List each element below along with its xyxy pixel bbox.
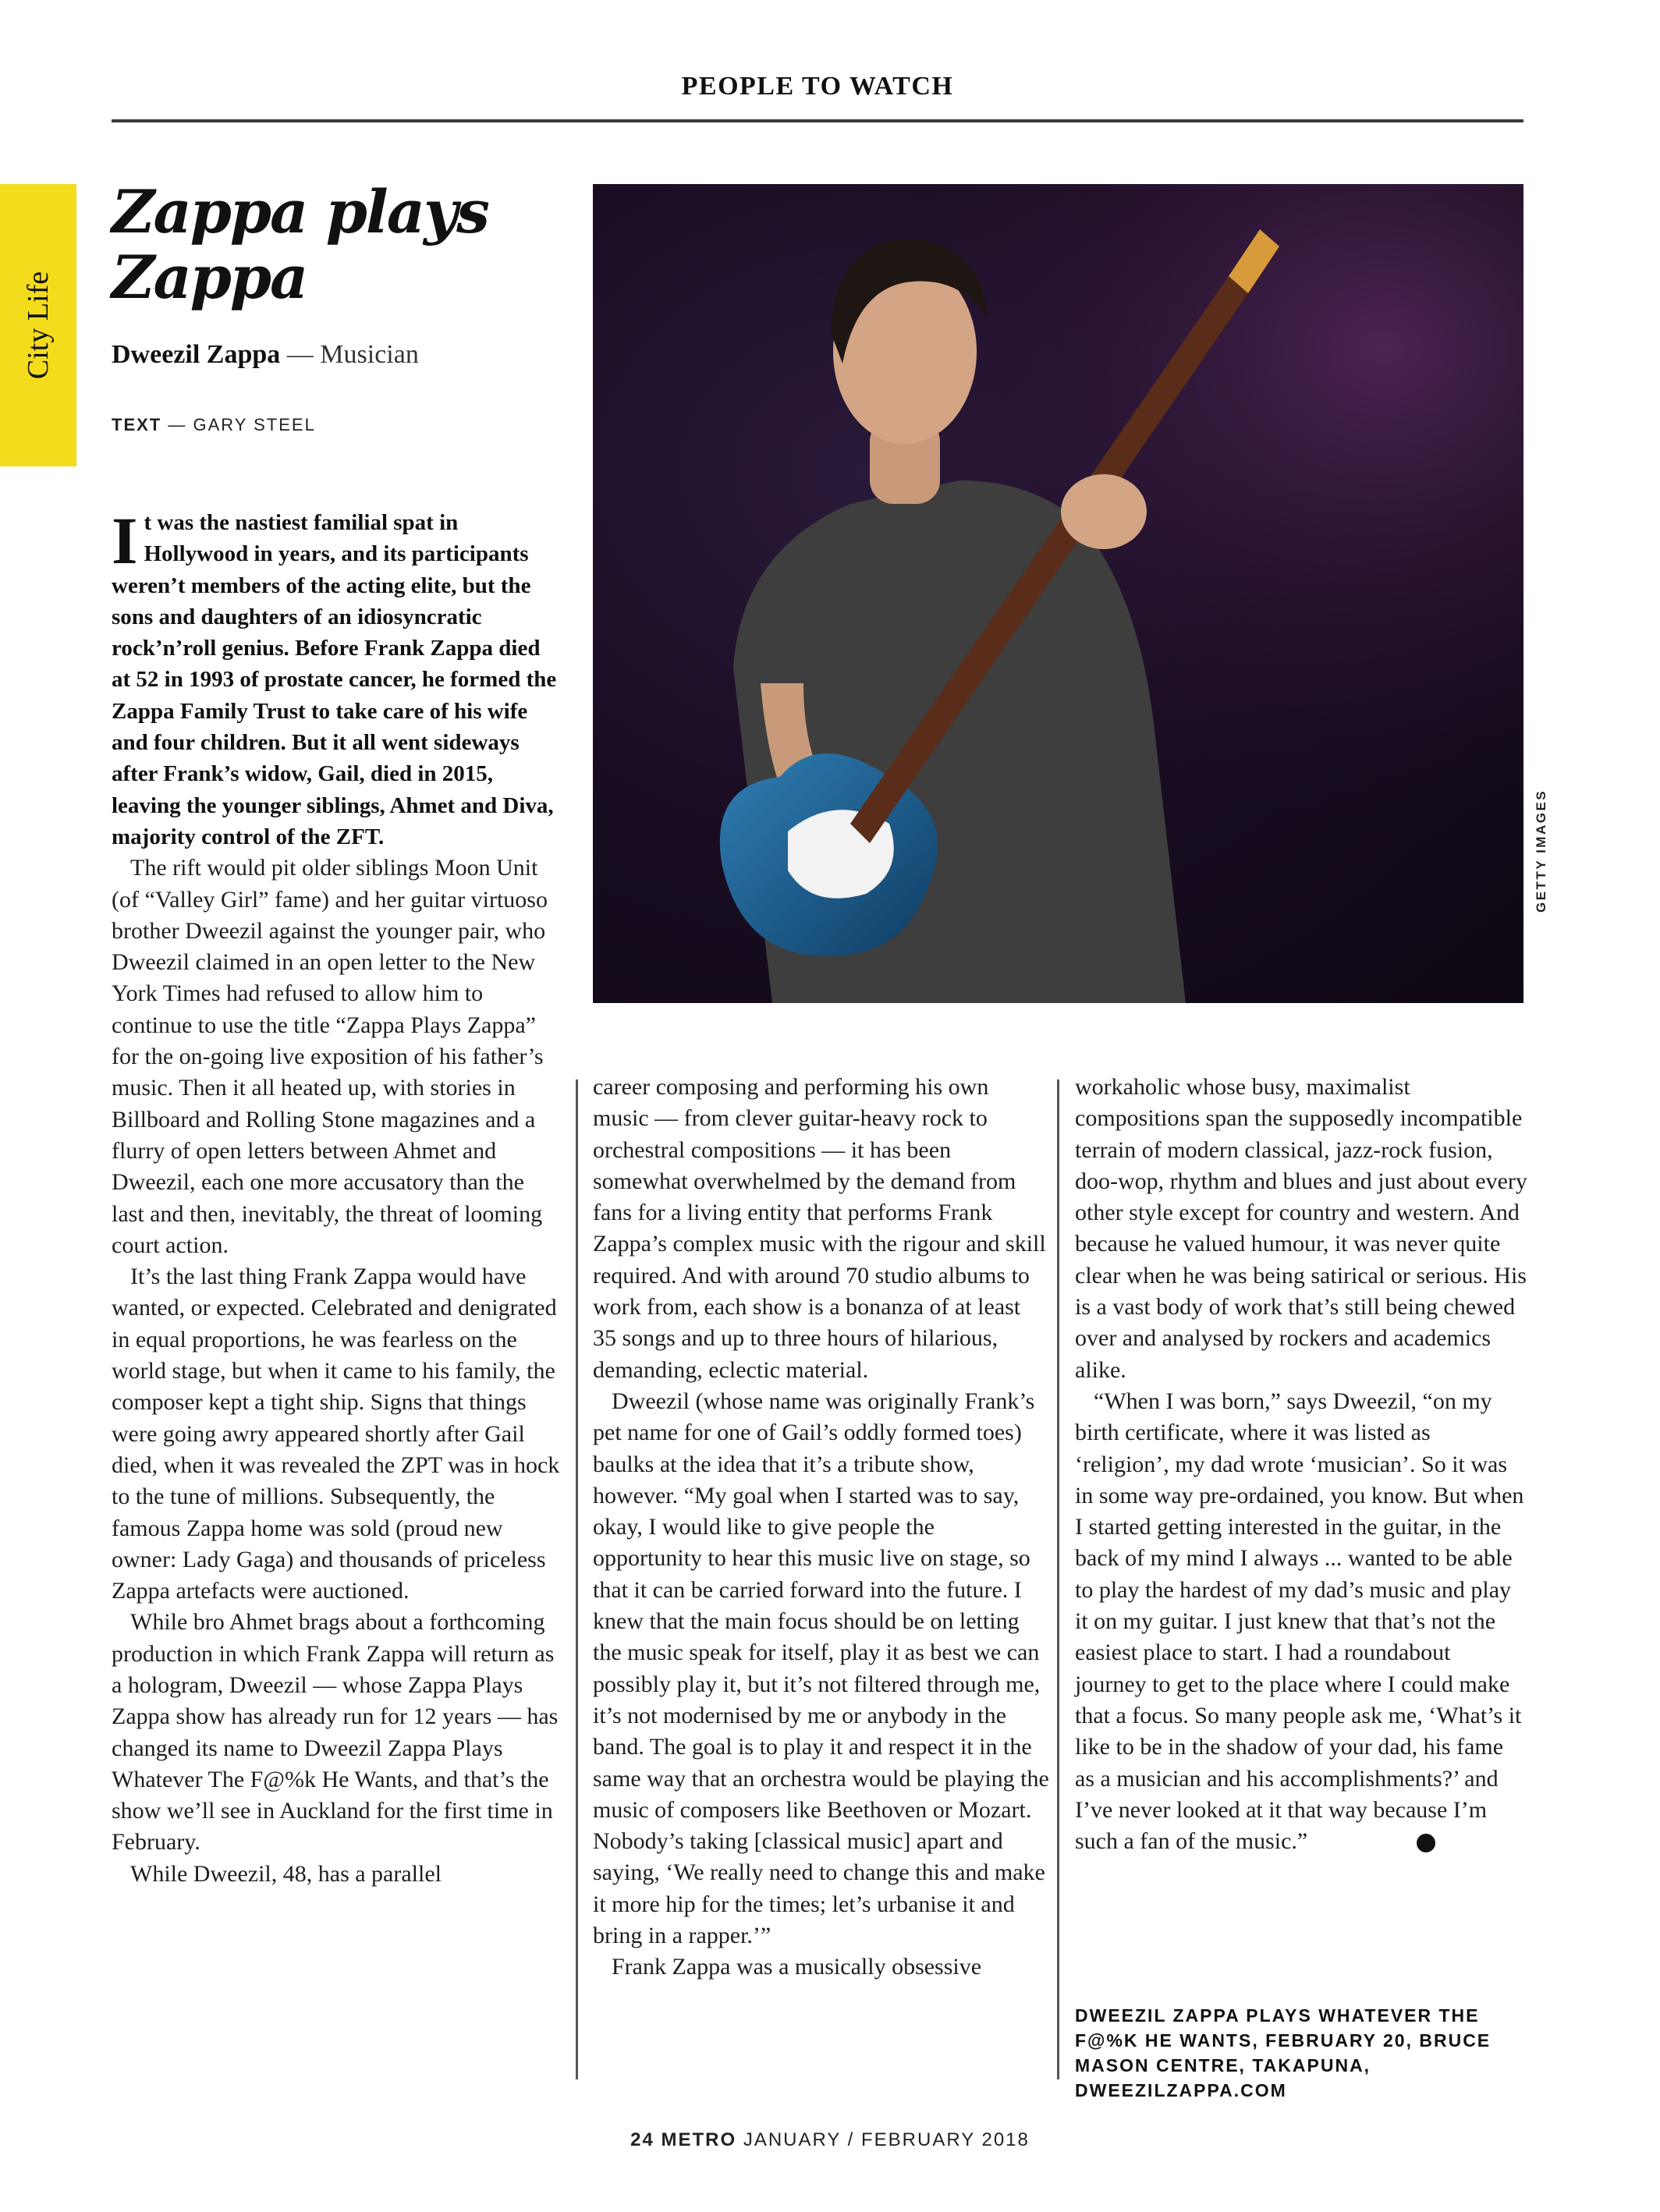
article-photo [593,184,1523,1003]
page-number: 24 [630,2129,654,2150]
article-column-2 [593,1072,1049,1983]
end-mark-icon: M [1417,1834,1435,1852]
column-divider [1057,1079,1059,2079]
paragraph [1075,1386,1527,1857]
paragraph: It’s the last thing Frank Zappa would have wanted, or expected. Celebrated and denigrated in equal proportions, he was fearless on the world stage, but when it came to his family, the composer kept a tight ship. Signs that things were going awry appeared shortly after Gail died, when it was revealed the ZPT was in hock to the tune of millions. Subsequently, the famous Zappa home was sold (proud new owner: Lady Gaga) and thousands of priceless Zappa artefacts were auctioned. [112,1264,560,1604]
guitarist-photo-illustration [593,184,1523,1003]
paragraph: Dweezil (whose name was originally Frank’s pet name for one of Gail’s oddly formed toes) baulks at the idea that it’s a tribute show, however. “My goal when I started was to say, okay, I would like to give people the opportunity to hear this music live on stage, so that it can be carried forward into the future. I knew that the main focus should be on letting the music speak for itself, play it as best we can possibly play it, but it’s not filtered through me, it’s not modernised by me or anybody in the band. The goal is to play it and respect it in the same way that an orchestra would be playing the music of composers like Beethoven or Mozart. Nobody’s taking [classical music] apart and saying, ‘We really need to change this and make it more hip for the times; let’s urbanise it and bring in a rapper.’” [593,1388,1049,1949]
paragraph: career composing and performing his own music — from clever guitar-heavy rock to orchestral compositions — it has been somewhat overwhelmed by the demand from fans for a living entity that performs Frank Zappa’s complex music with the rigour and skill required. And with around 70 studio albums to work from, each show is a bonanza of at least 35 songs and up to three hours of hilarious, demanding, eclectic material. [593,1074,1046,1383]
article-column-3 [1075,1072,1527,1857]
issue-date: JANUARY / FEBRUARY 2018 [743,2129,1030,2150]
drop-cap: I [112,503,138,578]
paragraph-text: “When I was born,” says Dweezil, “on my birth certificate, where it was listed as ‘religion’, my dad wrote ‘musician’. So it was in some way pre-ordained, you know. But when I started getting interested in the guitar, in the back of my mind I always ... wanted to be able to play the hardest of my dad’s music and play it on my guitar. I just knew that that’s not the easiest place to start. I had a roundabout journey to get to the place where I could make that a focus. So many people ask me, ‘What’s it like to be in the shadow of your dad, his fame as a musician and his accomplishments?’ and I’ve never looked at it that way because I’m such a fan of the music.” [1075,1388,1524,1855]
lead-text: t was the nastiest familial spat in Hollywood in years, and its participants weren’t members of the acting elite, but the sons and daughters of an idiosyncratic rock’n’roll genius. Before Frank Zappa died at 52 in 1993 of prostate cancer, he formed the Zappa Family Trust to take care of his wife and four children. But it all went sideways after Frank’s widow, Gail, died in 2015, leaving the younger siblings, Ahmet and Diva, majority control of the ZFT. [112,510,557,849]
photo-credit: GETTY IMAGES [1534,789,1548,913]
page-footer [0,2129,1660,2151]
author-credit [112,415,316,435]
article-column-1 [112,503,560,1890]
section-tab-label: City Life [22,271,55,380]
paragraph: While Dweezil, 48, has a parallel [130,1860,442,1887]
credit-author: — GARY STEEL [168,415,316,434]
headline: Zappa plays Zappa [112,177,488,312]
column-divider [576,1079,578,2079]
paragraph: While bro Ahmet brags about a forthcoming production in which Frank Zappa will return as a hologram, Dweezil — whose Zappa Plays Zappa show has already run for 12 years — has changed its name to Dweezil Zappa Plays Whatever The F@%k He Wants, and that’s the show we’ll see in Auckland for the first time in February. [112,1609,559,1856]
subject-role: — Musician [286,340,419,369]
subject-name: Dweezil Zappa [112,340,281,369]
byline [112,340,419,370]
magazine-name: METRO [661,2129,737,2150]
header-rule [112,119,1523,122]
lead-paragraph [112,503,560,853]
paragraph: Frank Zappa was a musically obsessive [612,1954,982,1980]
paragraph: The rift would pit older siblings Moon Unit (of “Valley Girl” fame) and her guitar virtuoso brother Dweezil against the younger pair, who Dweezil claimed in an open letter to the New York Times had refused to allow him to continue to use the title “Zappa Plays Zappa” for the on-going live exposition of his father’s music. Then it all heated up, with stories in Billboard and Rolling Stone magazines and a flurry of open letters between Ahmet and Dweezil, each one more accusatory than the last and then, inevitably, the threat of looming court action. [112,855,548,1258]
section-label: PEOPLE TO WATCH [681,72,954,101]
event-info: DWEEZIL ZAPPA PLAYS WHATEVER THE F@%K HE WANTS, FEBRUARY 20, BRUCE MASON CENTRE, TAKAPUNA, DWEEZILZAPPA.COM [1075,2005,1492,2100]
credit-label: TEXT [112,415,162,434]
section-tab [0,184,76,466]
paragraph: workaholic whose busy, maximalist compositions span the supposedly incompatible terrain of modern classical, jazz-rock fusion, doo-wop, rhythm and blues and just about every other style except for country and western. And because he valued humour, it was never quite clear when he was being satirical or serious. His is a vast body of work that’s still being chewed over and analysed by rockers and academics alike. [1075,1074,1527,1383]
